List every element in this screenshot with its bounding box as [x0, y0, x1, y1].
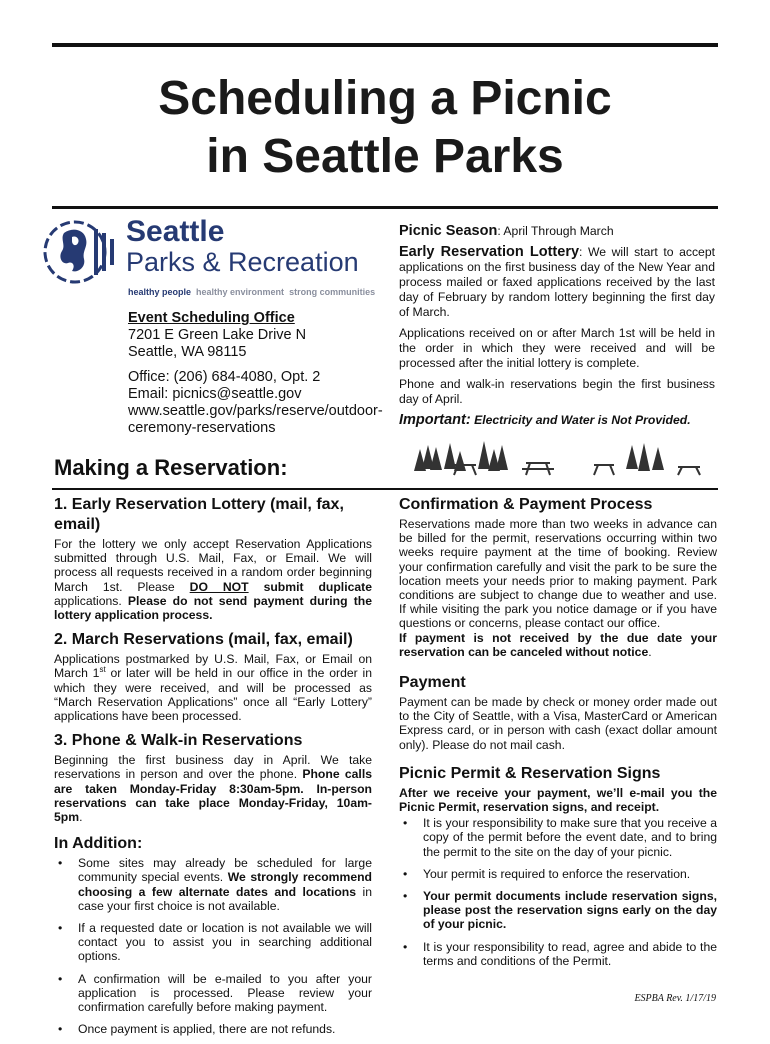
march-section-text — [54, 652, 372, 723]
section-rule — [52, 206, 718, 209]
top-rule — [52, 43, 718, 47]
logo-tagline — [128, 287, 375, 297]
making-reservation-heading: Making a Reservation: — [54, 455, 288, 480]
confirmation-section — [399, 495, 717, 659]
season-value: : April Through March — [497, 224, 614, 238]
do-not-emphasis: DO NOT — [189, 579, 249, 594]
list-item: • It is your responsibility to read, agree and abide to the terms and conditions of the Permit. — [399, 940, 717, 968]
march-section — [54, 630, 372, 723]
addition-bullet-1c: in case your first choice is not available. — [78, 884, 372, 913]
list-item: • Once payment is applied, there are not refunds. — [54, 1022, 372, 1036]
list-item — [399, 889, 717, 932]
phone-walkin-section — [54, 731, 372, 824]
lottery-label: Early Reservation Lottery — [399, 244, 580, 260]
lottery-text-2: applications. — [54, 593, 128, 608]
march-text-1: Applications postmarked by U.S. Mail, Fax, or Email on March 1 — [54, 652, 372, 681]
payment-due-warning: If payment is not received by the due date your reservation can be canceled without notice — [399, 630, 717, 659]
permit-intro — [399, 786, 717, 814]
office-url-line-1[interactable]: www.seattle.gov/parks/reserve/outdoor- — [128, 403, 383, 419]
list-item — [54, 856, 372, 913]
logo-name-seattle: Seattle — [126, 215, 225, 248]
permit-section — [399, 764, 717, 968]
permit-list — [399, 816, 717, 968]
office-address-line-1: 7201 E Green Lake Drive N — [128, 327, 307, 343]
logo-tag-3: strong communities — [289, 287, 376, 297]
logo-tag-2: healthy environment — [196, 287, 285, 297]
addition-bullet-1b: We strongly recommend choosing a few alternate dates and locations — [78, 870, 373, 899]
march-hold-paragraph: Applications received on or after March 1st will be held in the order in which they were received and will be processed after the initial lottery is complete. — [399, 326, 715, 370]
addition-bullet-1a: Some sites may already be scheduled for large community special events. — [78, 856, 372, 885]
seattle-seal-icon — [42, 219, 116, 285]
office-url-line-2[interactable]: ceremony-reservations — [128, 420, 276, 436]
walkin-paragraph: Phone and walk-in reservations begin the first business day of April. — [399, 377, 715, 406]
in-addition-heading: In Addition: — [54, 835, 143, 853]
march-text-2: or later will be held in our office in the order in which they were received, and will be processed as “March Reservation Applications” once all “Early Lottery” applications have been processed. — [54, 666, 373, 724]
permit-heading: Picnic Permit & Reservation Signs — [399, 764, 661, 782]
season-label: Picnic Season — [399, 223, 498, 239]
lottery-text: : We will start to accept applications on the first business day of the New Year and process mailed or faxed applications received by the last day of February by random lottery beginning the first day of March. — [399, 245, 715, 319]
left-column — [54, 495, 372, 1044]
confirmation-warning — [399, 631, 717, 659]
season-paragraph — [399, 224, 715, 239]
right-column — [399, 495, 717, 976]
payment-section — [399, 673, 717, 752]
phone-text-1: Beginning the first business day in April. We take reservations in person and over the phone. — [54, 753, 372, 782]
tree-group-icon — [414, 441, 664, 471]
office-address-line-2: Seattle, WA 98115 — [128, 344, 247, 360]
lottery-section-heading: 1. Early Reservation Lottery (mail, fax, email) — [54, 496, 344, 533]
title-line-1: Scheduling a Picnic — [158, 72, 612, 125]
trees-and-tables-illustration — [408, 435, 718, 477]
seattle-parks-logo — [42, 215, 376, 305]
lottery-section — [54, 495, 372, 622]
important-text: Electricity and Water is Not Provided. — [470, 413, 691, 427]
phone-text-end: . — [79, 810, 83, 825]
office-email[interactable]: Email: picnics@seattle.gov — [128, 386, 302, 402]
title-line-2: in Seattle Parks — [206, 130, 564, 183]
phone-walkin-text — [54, 753, 372, 824]
list-item: • A confirmation will be e-mailed to you after your application is processed. Please review your confirmation carefully before making payment. — [54, 972, 372, 1015]
page-title — [52, 70, 718, 186]
in-addition-section — [54, 834, 372, 1036]
lottery-section-text — [54, 537, 372, 622]
logo-tag-1: healthy people — [128, 287, 192, 297]
march-section-heading: 2. March Reservations (mail, fax, email) — [54, 631, 353, 649]
payment-heading: Payment — [399, 674, 466, 692]
payment-text: Payment can be made by check or money order made out to the City of Seattle, with a Visa, MasterCard or American Express card, or in person with cash (exact dollar amount only). Please do not mail cash. — [399, 695, 717, 752]
no-payment-warning: Please do not send payment during the lottery application process. — [54, 593, 372, 623]
confirmation-heading: Confirmation & Payment Process — [399, 496, 653, 513]
submit-duplicate-emphasis: submit duplicate — [248, 579, 372, 594]
office-phone: Office: (206) 684-4080, Opt. 2 — [128, 369, 321, 385]
season-info-block — [399, 224, 715, 434]
office-heading: Event Scheduling Office — [128, 310, 295, 326]
office-contact-block — [128, 310, 383, 437]
confirmation-text: Reservations made more than two weeks in advance can be billed for the permit, reservations occurring within two weeks require payment at the time of booking. Review your confirmation carefully and visit the park to be sure the location meets your needs prior to making payment. Park conditions are subject to change due to weather and use. If while visiting the park you notice damage or if you have questions or concerns, please contact our office. — [399, 517, 717, 631]
list-item: • Your permit is required to enforce the reservation. — [399, 867, 717, 881]
phone-hours: Phone calls are taken Monday-Friday 8:30am-5pm. In-person reservations can take place Monday-Friday, 10am-5pm — [54, 767, 372, 825]
permit-intro-text: After we receive your payment, we’ll e-mail you the Picnic Permit, reservation signs, and receipt. — [399, 785, 717, 815]
march-superscript: st — [99, 665, 106, 675]
lottery-text-1: For the lottery we only accept Reservation Applications submitted through U.S. Mail, Fax, or Email. We will process all requests received in a random order beginning March 1st. Please — [54, 537, 372, 594]
logo-name-parks: Parks & Recreation — [126, 247, 359, 277]
making-reservation-rule — [52, 488, 718, 490]
in-addition-list — [54, 856, 372, 1036]
phone-walkin-heading: 3. Phone & Walk-in Reservations — [54, 732, 303, 750]
list-item: • It is your responsibility to make sure that you receive a copy of the permit before the event date, and to bring the permit to the site on the day of your picnic. — [399, 816, 717, 859]
list-item: • If a requested date or location is not available we will contact you to assist you in searching additional options. — [54, 921, 372, 964]
revision-footer: ESPBA Rev. 1/17/19 — [634, 993, 716, 1004]
important-label: Important: — [399, 412, 471, 428]
lottery-paragraph — [399, 245, 715, 320]
permit-signs-bullet: Your permit documents include reservation signs, please post the reservation signs early on the day of your picnic. — [423, 889, 717, 932]
confirmation-end: . — [648, 644, 652, 659]
important-paragraph — [399, 413, 715, 428]
